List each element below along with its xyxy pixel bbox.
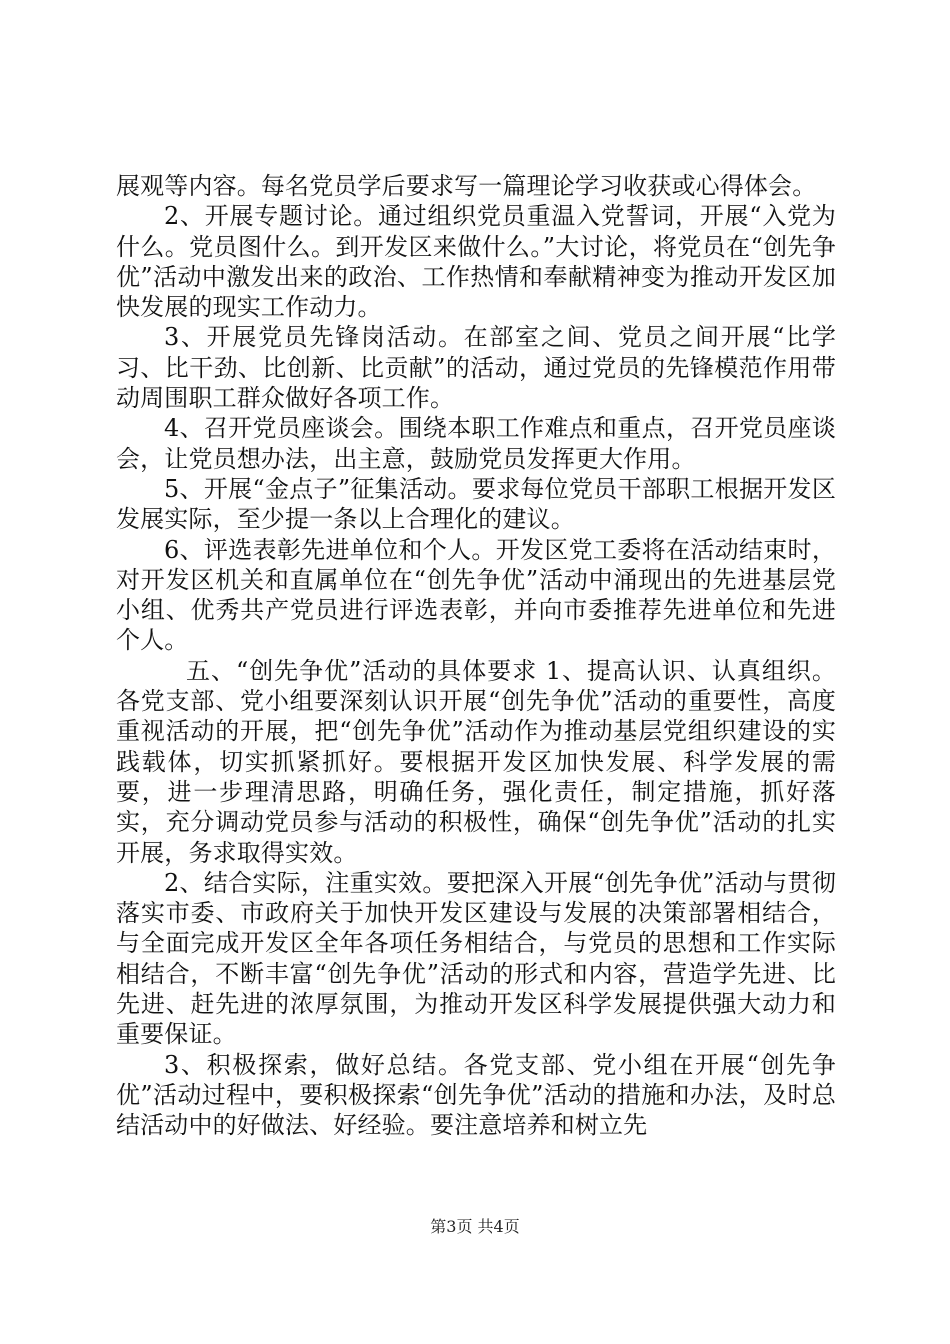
paragraph-item-2: 2、开展专题讨论。通过组织党员重温入党誓词，开展“入党为什么。党员图什么。到开发区来做什么。”大讨论，将党员在“创先争优”活动中激发出来的政治、工作热情和奉献精神变为推动开发区加快发展的现实工作动力。 bbox=[116, 202, 836, 322]
paragraph-item-6: 6、评选表彰先进单位和个人。开发区党工委将在活动结束时，对开发区机关和直属单位在“创先争优”活动中涌现出的先进基层党小组、优秀共产党员进行评选表彰，并向市委推荐先进单位和先进个人。 bbox=[116, 535, 836, 655]
page-footer: 第3页 共4页 bbox=[430, 1217, 520, 1236]
paragraph-requirement-2: 2、结合实际，注重实效。要把深入开展“创先争优”活动与贯彻落实市委、市政府关于加快开发区建设与发展的决策部署相结合，与全面完成开发区全年各项任务相结合，与党员的思想和工作实际相结合，不断丰富“创先争优”活动的形式和内容，营造学先进、比先进、赶先进的浓厚氛围，为推动开发区科学发展提供强大动力和重要保证。 bbox=[116, 868, 836, 1049]
paragraph-requirement-3: 3、积极探索，做好总结。各党支部、党小组在开展“创先争优”活动过程中，要积极探索“创先争优”活动的措施和办法，及时总结活动中的好做法、好经验。要注意培养和树立先 bbox=[116, 1050, 836, 1140]
document-body bbox=[116, 171, 836, 1141]
paragraph-item-5: 5、开展“金点子”征集活动。要求每位党员干部职工根据开发区发展实际，至少提一条以上合理化的建议。 bbox=[116, 474, 836, 534]
paragraph-section-5: 五、“创先争优”活动的具体要求 1、提高认识、认真组织。各党支部、党小组要深刻认识开展“创先争优”活动的重要性，高度重视活动的开展，把“创先争优”活动作为推动基层党组织建设的实践载体，切实抓紧抓好。要根据开发区加快发展、科学发展的需要，进一步理清思路，明确任务，强化责任，制定措施，抓好落实，充分调动党员参与活动的积极性，确保“创先争优”活动的扎实开展，务求取得实效。 bbox=[116, 656, 836, 867]
paragraph-continuation: 展观等内容。每名党员学后要求写一篇理论学习收获或心得体会。 bbox=[116, 172, 817, 200]
paragraph-item-3: 3、开展党员先锋岗活动。在部室之间、党员之间开展“比学习、比干劲、比创新、比贡献”的活动，通过党员的先锋模范作用带动周围职工群众做好各项工作。 bbox=[116, 323, 836, 413]
paragraph-item-4: 4、召开党员座谈会。围绕本职工作难点和重点，召开党员座谈会，让党员想办法，出主意，鼓励党员发挥更大作用。 bbox=[116, 414, 836, 473]
